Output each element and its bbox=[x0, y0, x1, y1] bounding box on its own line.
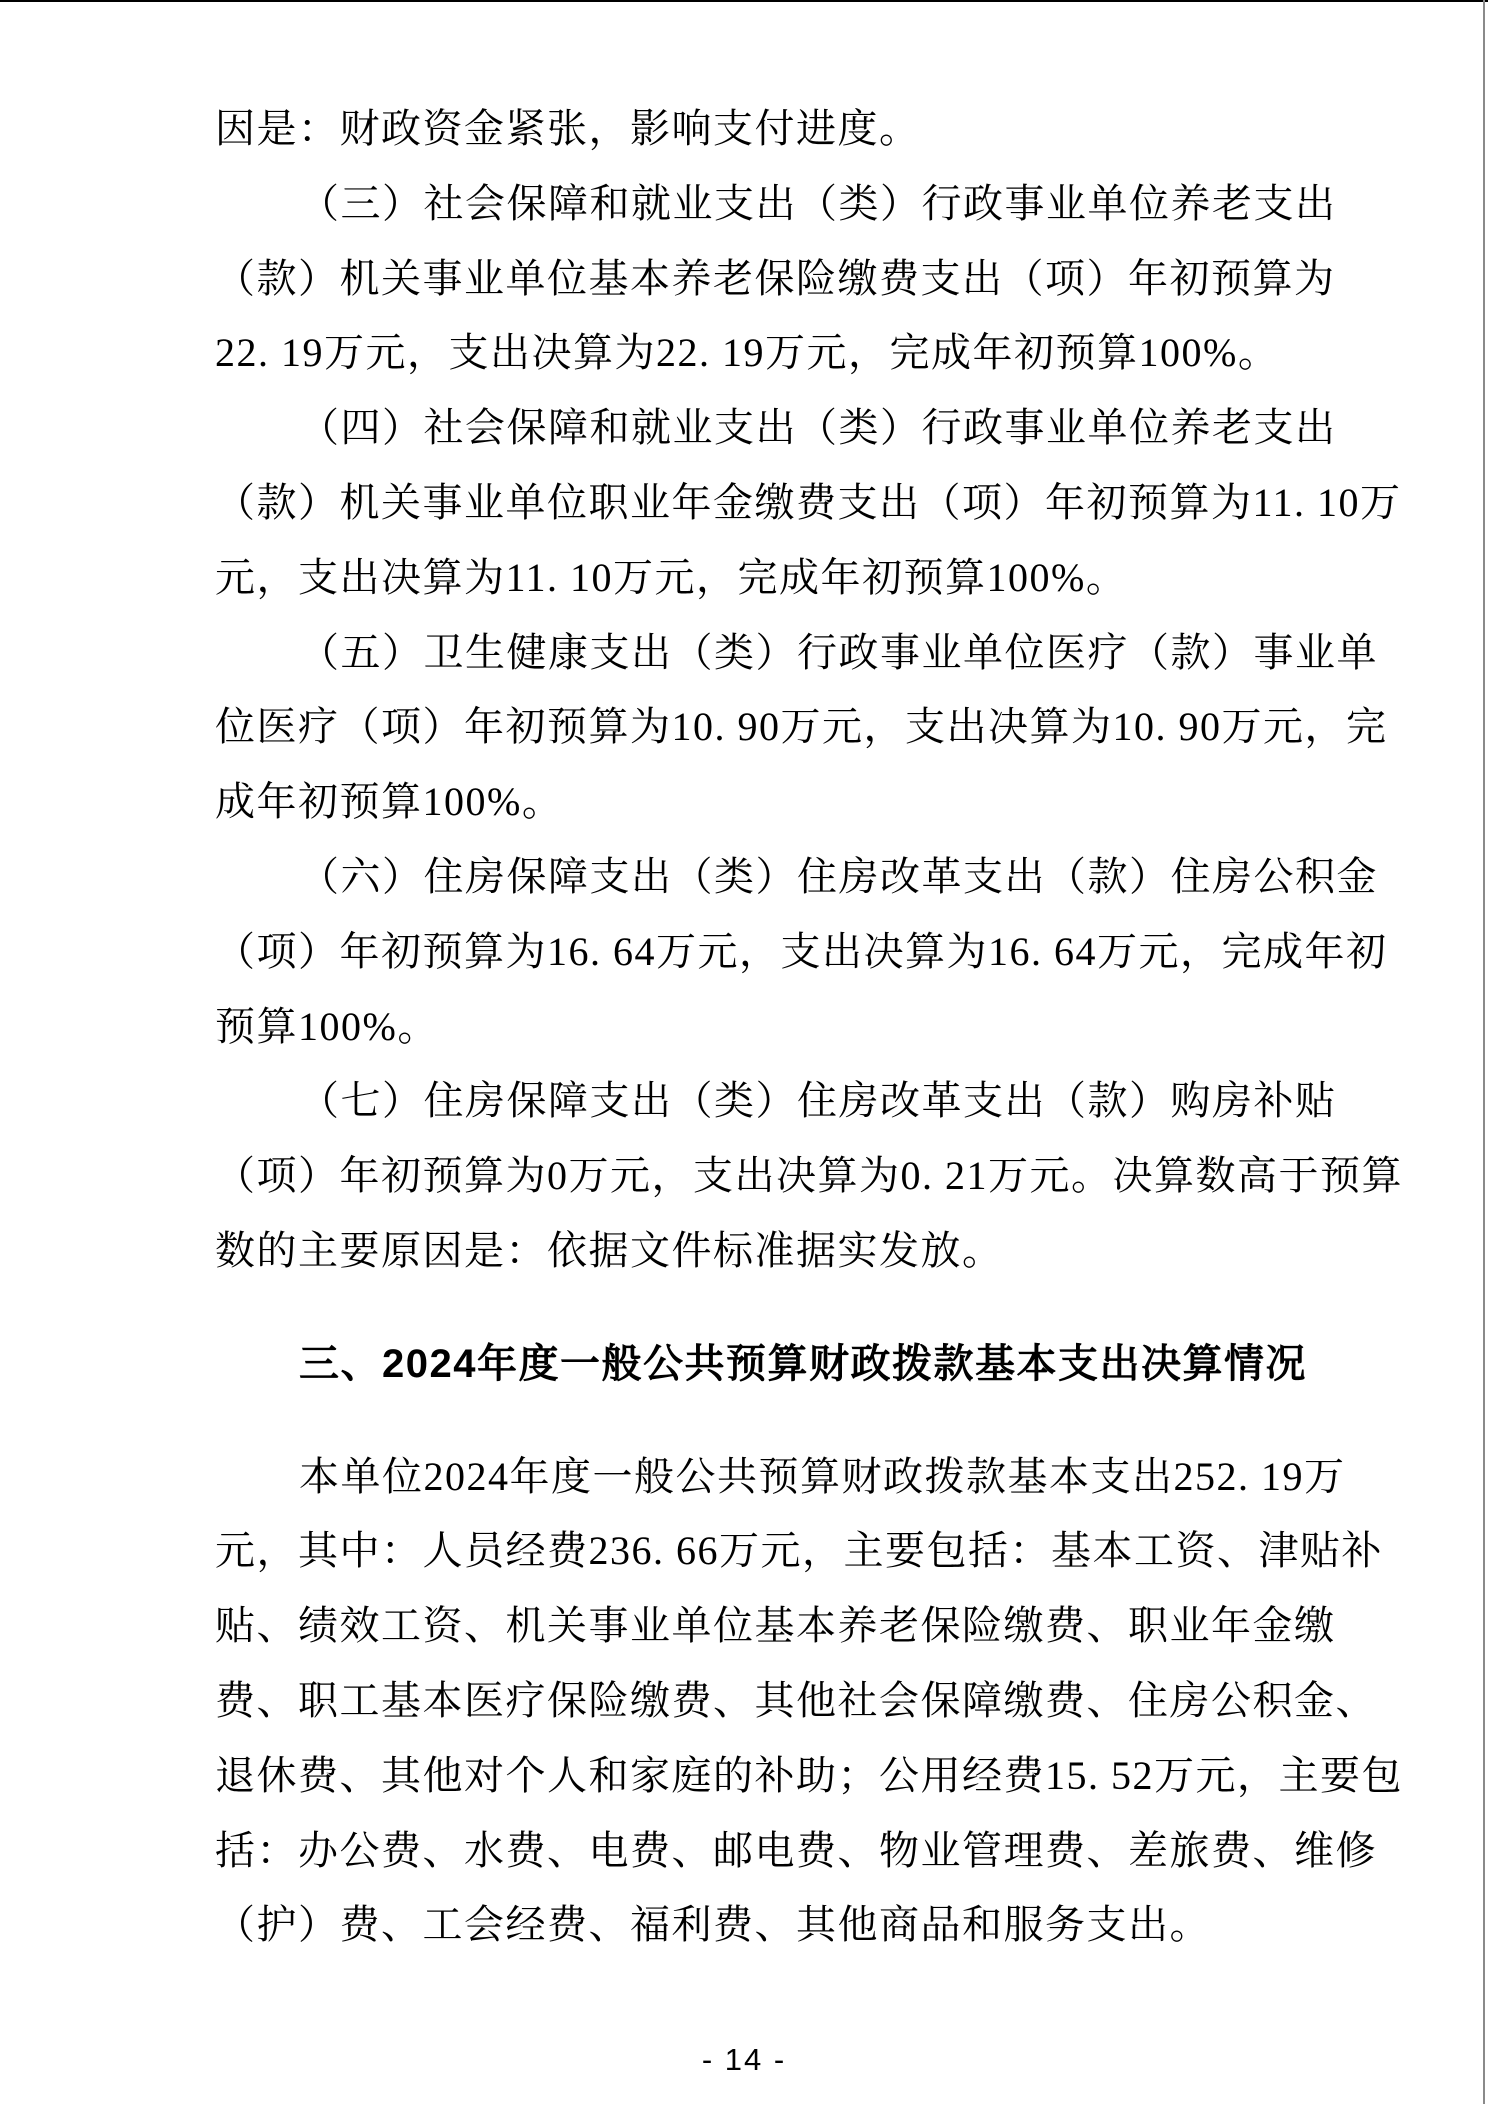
text-line: （款）机关事业单位职业年金缴费支出（项）年初预算为11. 10万 bbox=[215, 479, 1402, 525]
text-line: （款）机关事业单位基本养老保险缴费支出（项）年初预算为 bbox=[215, 255, 1336, 301]
page-number: - 14 - bbox=[701, 2042, 787, 2077]
section-heading: 三、2024年度一般公共预算财政拨款基本支出决算情况 bbox=[299, 1341, 1307, 1386]
text-line: （五）卫生健康支出（类）行政事业单位医疗（款）事业单 bbox=[299, 629, 1378, 675]
text-line: （护）费、工会经费、福利费、其他商品和服务支出。 bbox=[215, 1902, 1211, 1948]
text-line: 数的主要原因是：依据文件标准据实发放。 bbox=[215, 1227, 1004, 1273]
text-line: （六）住房保障支出（类）住房改革支出（款）住房公积金 bbox=[299, 853, 1378, 899]
text-line: 括：办公费、水费、电费、邮电费、物业管理费、差旅费、维修 bbox=[215, 1827, 1377, 1873]
document-body bbox=[215, 92, 1403, 1963]
text-line: （三）社会保障和就业支出（类）行政事业单位养老支出 bbox=[299, 180, 1337, 226]
text-line: 元，支出决算为11. 10万元，完成年初预算100%。 bbox=[215, 554, 1128, 600]
text-line: 费、职工基本医疗保险缴费、其他社会保障缴费、住房公积金、 bbox=[215, 1677, 1377, 1723]
text-line: 本单位2024年度一般公共预算财政拨款基本支出252. 19万 bbox=[299, 1453, 1346, 1499]
text-line: 贴、绩效工资、机关事业单位基本养老保险缴费、职业年金缴 bbox=[215, 1603, 1336, 1649]
text-line: （项）年初预算为16. 64万元，支出决算为16. 64万元，完成年初 bbox=[215, 928, 1388, 974]
page-top-border bbox=[0, 0, 1488, 2]
text-line: （七）住房保障支出（类）住房改革支出（款）购房补贴 bbox=[299, 1078, 1337, 1124]
text-line: 元，其中：人员经费236. 66万元，主要包括：基本工资、津贴补 bbox=[215, 1528, 1383, 1574]
text-line: 位医疗（项）年初预算为10. 90万元，支出决算为10. 90万元，完 bbox=[215, 704, 1388, 750]
text-line: （项）年初预算为0万元，支出决算为0. 21万元。决算数高于预算 bbox=[215, 1153, 1403, 1199]
text-line: （四）社会保障和就业支出（类）行政事业单位养老支出 bbox=[299, 405, 1337, 451]
text-line: 预算100%。 bbox=[215, 1003, 439, 1049]
text-line: 因是：财政资金紧张，影响支付进度。 bbox=[215, 106, 921, 151]
text-line: 成年初预算100%。 bbox=[215, 779, 564, 825]
page-right-edge-line bbox=[1483, 0, 1485, 2104]
text-line: 退休费、其他对个人和家庭的补助；公用经费15. 52万元，主要包 bbox=[215, 1752, 1403, 1798]
text-line: 22. 19万元，支出决算为22. 19万元，完成年初预算100%。 bbox=[215, 330, 1280, 376]
